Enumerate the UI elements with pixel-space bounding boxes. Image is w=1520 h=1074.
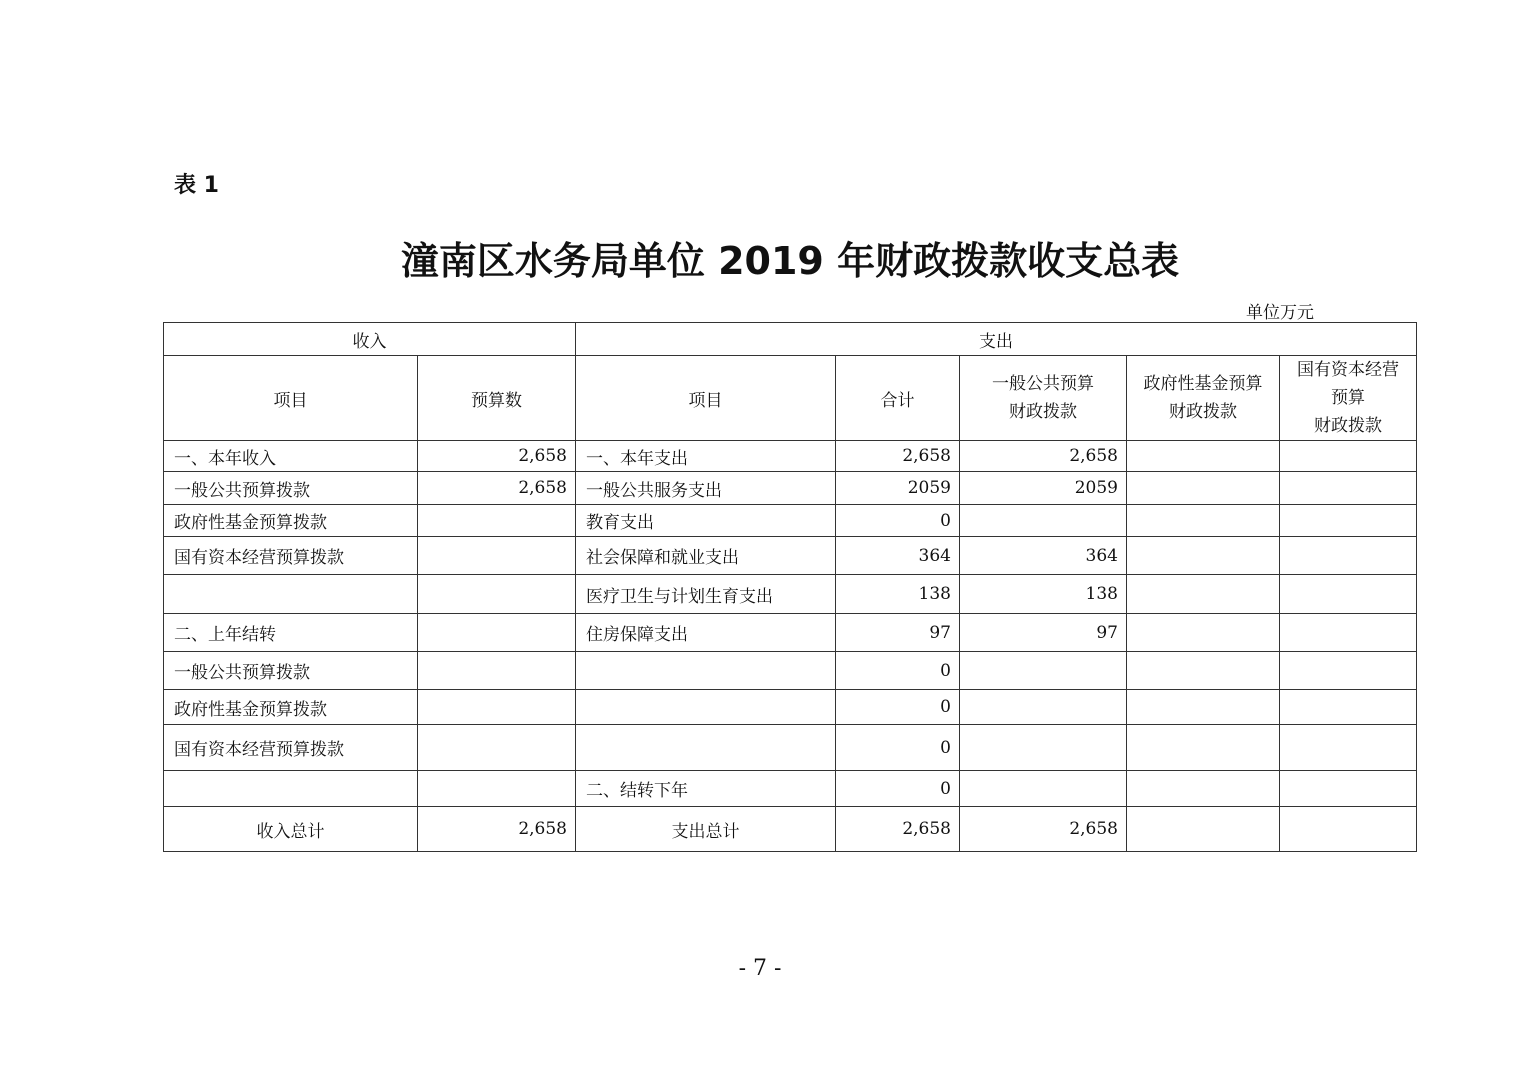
income-item: 一般公共预算拨款 bbox=[164, 472, 418, 505]
income-total-value: 2,658 bbox=[418, 807, 576, 852]
expense-item: 社会保障和就业支出 bbox=[576, 537, 836, 575]
table-label: 表 1 bbox=[174, 173, 219, 198]
table-row bbox=[164, 472, 1417, 505]
expense-item: 一、本年支出 bbox=[576, 441, 836, 472]
income-budget bbox=[418, 652, 576, 690]
budget-table bbox=[163, 322, 1417, 852]
income-budget bbox=[418, 771, 576, 807]
column-header-row bbox=[164, 356, 1417, 441]
table-row bbox=[164, 725, 1417, 771]
table-row bbox=[164, 505, 1417, 537]
expense-general: 97 bbox=[960, 614, 1127, 652]
table-row bbox=[164, 537, 1417, 575]
col-fund-line1: 政府性基金预算 bbox=[1143, 374, 1263, 394]
expense-item: 住房保障支出 bbox=[576, 614, 836, 652]
expense-total: 0 bbox=[836, 505, 960, 537]
expense-item bbox=[576, 652, 836, 690]
expense-state bbox=[1280, 771, 1417, 807]
expense-group-header: 支出 bbox=[576, 323, 1417, 356]
col-total: 合计 bbox=[836, 356, 960, 441]
expense-state bbox=[1280, 441, 1417, 472]
table-row bbox=[164, 652, 1417, 690]
income-group-header: 收入 bbox=[164, 323, 576, 356]
expense-state bbox=[1280, 537, 1417, 575]
income-budget bbox=[418, 614, 576, 652]
expense-item: 一般公共服务支出 bbox=[576, 472, 836, 505]
table-row bbox=[164, 441, 1417, 472]
income-item: 一、本年收入 bbox=[164, 441, 418, 472]
expense-total: 2,658 bbox=[836, 441, 960, 472]
col-income-budget: 预算数 bbox=[418, 356, 576, 441]
income-budget: 2,658 bbox=[418, 441, 576, 472]
expense-total: 0 bbox=[836, 725, 960, 771]
expense-state bbox=[1280, 505, 1417, 537]
expense-state bbox=[1280, 725, 1417, 771]
expense-total: 364 bbox=[836, 537, 960, 575]
col-expense-item: 项目 bbox=[576, 356, 836, 441]
page-title: 潼南区水务局单位 2019 年财政拨款收支总表 bbox=[400, 239, 1180, 283]
expense-total: 0 bbox=[836, 652, 960, 690]
col-general-line2: 财政拨款 bbox=[1009, 402, 1077, 422]
expense-general bbox=[960, 771, 1127, 807]
expense-fund bbox=[1127, 472, 1280, 505]
table-row bbox=[164, 614, 1417, 652]
expense-item bbox=[576, 690, 836, 725]
expense-state bbox=[1280, 614, 1417, 652]
expense-total: 0 bbox=[836, 690, 960, 725]
income-item: 政府性基金预算拨款 bbox=[164, 690, 418, 725]
expense-total: 0 bbox=[836, 771, 960, 807]
expense-general bbox=[960, 725, 1127, 771]
table-row bbox=[164, 771, 1417, 807]
col-fund-line2: 财政拨款 bbox=[1169, 402, 1237, 422]
income-budget bbox=[418, 690, 576, 725]
col-state-line2: 预算 bbox=[1331, 388, 1365, 408]
expense-total-value: 2,658 bbox=[836, 807, 960, 852]
unit-label: 单位万元 bbox=[1246, 303, 1314, 323]
expense-general bbox=[960, 690, 1127, 725]
expense-general bbox=[960, 505, 1127, 537]
expense-state bbox=[1280, 690, 1417, 725]
income-budget bbox=[418, 537, 576, 575]
expense-total-label: 支出总计 bbox=[576, 807, 836, 852]
col-state-line3: 财政拨款 bbox=[1314, 416, 1382, 436]
income-item: 政府性基金预算拨款 bbox=[164, 505, 418, 537]
expense-item: 医疗卫生与计划生育支出 bbox=[576, 575, 836, 614]
income-item: 二、上年结转 bbox=[164, 614, 418, 652]
expense-general: 2059 bbox=[960, 472, 1127, 505]
col-state-line1: 国有资本经营 bbox=[1297, 360, 1399, 380]
col-income-item: 项目 bbox=[164, 356, 418, 441]
expense-fund bbox=[1127, 725, 1280, 771]
income-item: 一般公共预算拨款 bbox=[164, 652, 418, 690]
expense-fund bbox=[1127, 537, 1280, 575]
income-item: 国有资本经营预算拨款 bbox=[164, 725, 418, 771]
totals-row bbox=[164, 807, 1417, 852]
col-general-line1: 一般公共预算 bbox=[992, 374, 1094, 394]
expense-state bbox=[1280, 652, 1417, 690]
expense-fund bbox=[1127, 575, 1280, 614]
col-general bbox=[960, 356, 1127, 441]
expense-fund bbox=[1127, 441, 1280, 472]
expense-total-fund bbox=[1127, 807, 1280, 852]
expense-general: 138 bbox=[960, 575, 1127, 614]
expense-total: 97 bbox=[836, 614, 960, 652]
col-state bbox=[1280, 356, 1417, 441]
table-row bbox=[164, 690, 1417, 725]
expense-general bbox=[960, 652, 1127, 690]
col-fund bbox=[1127, 356, 1280, 441]
expense-fund bbox=[1127, 614, 1280, 652]
expense-item: 二、结转下年 bbox=[576, 771, 836, 807]
income-total-label: 收入总计 bbox=[164, 807, 418, 852]
expense-total: 138 bbox=[836, 575, 960, 614]
expense-total-state bbox=[1280, 807, 1417, 852]
income-budget bbox=[418, 505, 576, 537]
expense-fund bbox=[1127, 690, 1280, 725]
page-number: - 7 - bbox=[738, 956, 782, 981]
expense-state bbox=[1280, 575, 1417, 614]
expense-general: 364 bbox=[960, 537, 1127, 575]
income-budget: 2,658 bbox=[418, 472, 576, 505]
expense-state bbox=[1280, 472, 1417, 505]
income-budget bbox=[418, 575, 576, 614]
income-item: 国有资本经营预算拨款 bbox=[164, 537, 418, 575]
income-budget bbox=[418, 725, 576, 771]
group-header-row bbox=[164, 323, 1417, 356]
expense-total: 2059 bbox=[836, 472, 960, 505]
expense-fund bbox=[1127, 652, 1280, 690]
expense-item: 教育支出 bbox=[576, 505, 836, 537]
expense-total-general: 2,658 bbox=[960, 807, 1127, 852]
expense-fund bbox=[1127, 505, 1280, 537]
income-item bbox=[164, 771, 418, 807]
expense-fund bbox=[1127, 771, 1280, 807]
expense-item bbox=[576, 725, 836, 771]
expense-general: 2,658 bbox=[960, 441, 1127, 472]
table-row bbox=[164, 575, 1417, 614]
income-item bbox=[164, 575, 418, 614]
